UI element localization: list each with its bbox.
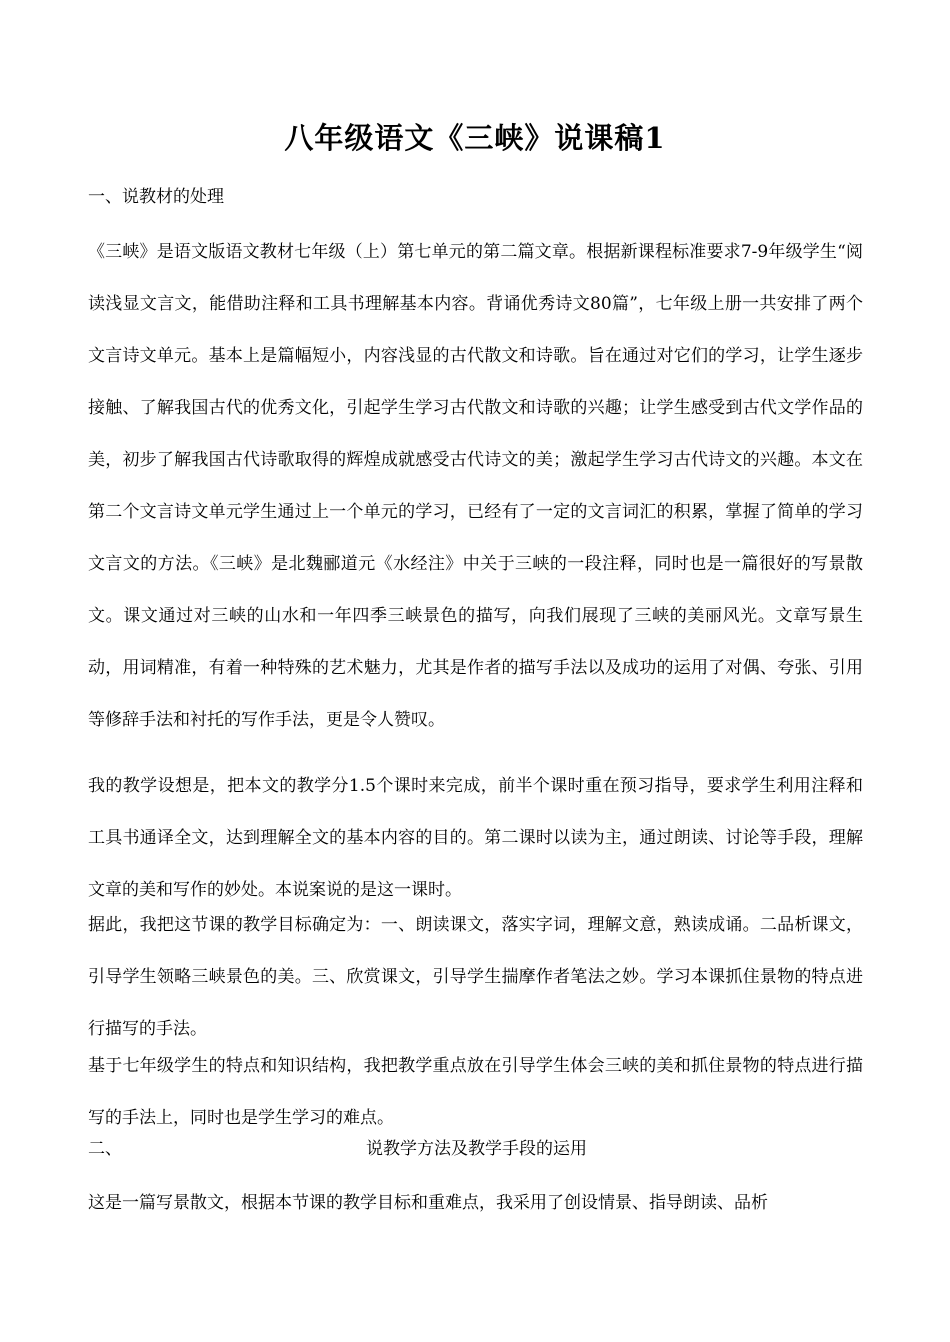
paragraph-methods: 这是一篇写景散文，根据本节课的教学目标和重难点，我采用了创设情景、指导朗读、品析 <box>88 1193 768 1213</box>
paragraph-teaching-plan: 我的教学设想是，把本文的教学分1.5个课时来完成，前半个课时重在预习指导，要求学生利用注释和工具书通译全文，达到理解全文的基本内容的目的。第二课时以读为主，通过朗读、讨论等手段，理解文章的美和写作的妙处。本说案说的是这一课时。 <box>88 776 863 900</box>
paragraph-textbook: 《三峡》是语文版语文教材七年级（上）第七单元的第二篇文章。根据新课程标准要求7-9年级学生“阅读浅显文言文，能借助注释和工具书理解基本内容。背诵优秀诗文80篇”，七年级上册一共安排了两个文言诗文单元。基本上是篇幅短小，内容浅显的古代散文和诗歌。旨在通过对它们的学习，让学生逐步接触、了解我国古代的优秀文化，引起学生学习古代散文和诗歌的兴趣；让学生感受到古代文学作品的美，初步了解我国古代诗歌取得的辉煌成就感受古代诗文的美；激起学生学习古代诗文的兴趣。本文在第二个文言诗文单元学生通过上一个单元的学习，已经有了一定的文言词汇的积累，掌握了简单的学习文言文的方法。《三峡》是北魏郦道元《水经注》中关于三峡的一段注释，同时也是一篇很好的写景散文。课文通过对三峡的山水和一年四季三峡景色的描写，向我们展现了三峡的美丽风光。文章写景生动，用词精准，有着一种特殊的艺术魅力，尤其是作者的描写手法以及成功的运用了对偶、夸张、引用等修辞手法和衬托的写作手法，更是令人赞叹。 <box>88 242 863 730</box>
section-number-2: 二、 <box>88 1139 122 1159</box>
section-heading-2 <box>88 1136 863 1162</box>
section-heading-1: 一、说教材的处理 <box>88 187 224 207</box>
paragraph-key-points: 基于七年级学生的特点和知识结构，我把教学重点放在引导学生体会三峡的美和抓住景物的特点进行描写的手法上，同时也是学生学习的难点。 <box>88 1056 863 1128</box>
section-heading-2-text: 说教学方法及教学手段的运用 <box>366 1139 587 1159</box>
document-title: 八年级语文《三峡》说课稿1 <box>284 121 666 155</box>
paragraph-teaching-goals: 据此，我把这节课的教学目标确定为：一、朗读课文，落实字词，理解文意，熟读成诵。二品析课文，引导学生领略三峡景色的美。三、欣赏课文，引导学生揣摩作者笔法之妙。学习本课抓住景物的特点进行描写的手法。 <box>88 915 863 1039</box>
